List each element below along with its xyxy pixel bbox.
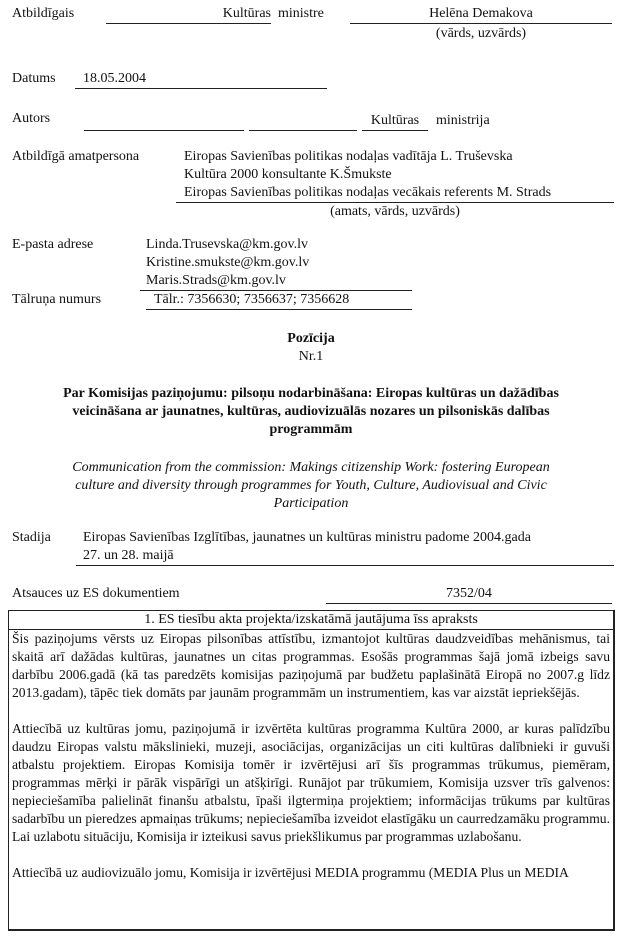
stage-line: Eiropas Savienības Izglītības, jaunatnes un kultūras ministru padome 2004.gada xyxy=(83,530,531,545)
section-1-body xyxy=(9,630,613,882)
subject-en: Participation xyxy=(273,496,349,511)
responsible-role: ministre xyxy=(278,6,324,21)
paragraph: Šis paziņojums vērsts uz Eiropas pilsonības attīstību, izmantojot kultūras daudzveidības mehānismus, tai skaitā arī dažādas kultūras, jaunatnes un citas programmas. Esošās programmas šajā jomā izbeigs savu darbību 2006.gadā (kā tas paredzēts komisijas paziņojumā par budžetu paplašinātā Eiropā no 2007.g līdz 2013.gadam), tāpēc tiek domāts par jaunām programmām un instrumentiem, kas var aizstāt iepriekšējās. xyxy=(12,631,610,700)
stage-label: Stadija xyxy=(12,530,51,545)
date-value: 18.05.2004 xyxy=(75,70,327,89)
author-suffix: ministrija xyxy=(436,113,490,128)
responsible-name: Helēna Demakova xyxy=(350,5,612,24)
phone-value: Tālr.: 7356630; 7356637; 7356628 xyxy=(146,291,412,310)
stage-line: 27. un 28. maijā xyxy=(76,547,614,566)
subject-lv: programmām xyxy=(269,422,353,437)
subject-en: Communication from the commission: Makings citizenship Work: fostering European xyxy=(72,460,550,475)
official-line: Eiropas Savienības politikas nodaļas vadītāja L. Truševska xyxy=(184,149,513,164)
author-blank-2 xyxy=(249,110,357,131)
email-value[interactable]: Kristine.smukste@km.gov.lv xyxy=(146,255,310,270)
references-value: 7352/04 xyxy=(326,585,612,604)
paragraph: Attiecībā uz audiovizuālo jomu, Komisija ir izvērtējusi MEDIA programmu (MEDIA Plus un MEDIA xyxy=(12,865,569,880)
responsible-institution: Kultūras xyxy=(106,5,271,24)
officials-label: Atbildīgā amatpersona xyxy=(12,149,140,164)
officials-caption: (amats, vārds, uzvārds) xyxy=(330,204,460,219)
paragraph: Attiecībā uz kultūras jomu, paziņojumā ir izvērtēta kultūras programma Kultūra 2000, ar kuras palīdzību daudzu Eiropas valstu mākslinieki, muzeji, asociācijas, organizācijas un citi kultūras dalībnieki ir guvuši atbalstu projektiem. Eiropas Komisija tomēr ir izvērtējusi arī šīs programmas trūkumus, piemēram, programmas mērķi ir pārāk vispārīgi un atšķirīgi. Runājot par trūkumiem, Komisija uzsver trīs galvenos: nepieciešamība palielināt finanšu atbalstu, īpaši ilgtermiņa projektiem; informācijas trūkums par kultūras sadarbību un pieredzes apmaiņas trūkums; nepieciešamība izveidot elastīgāku un caurredzamāku programmu. Lai uzlabotu situāciju, Komisija ir izteikusi savus priekšlikumus par programmas uzlabošanu. xyxy=(12,721,610,844)
email-label: E-pasta adrese xyxy=(12,237,94,252)
email-value[interactable]: Maris.Strads@km.gov.lv xyxy=(140,272,412,291)
responsible-label: Atbildīgais xyxy=(12,6,75,21)
section-1-heading: 1. ES tiesību akta projekta/izskatāmā jautājuma īss apraksts xyxy=(9,611,613,630)
author-label: Autors xyxy=(12,111,51,126)
author-institution: Kultūras xyxy=(362,112,428,131)
position-number: Nr.1 xyxy=(298,349,324,364)
phone-label: Tālruņa numurs xyxy=(12,292,102,307)
subject-lv: veicināšana ar jaunatnes, kultūras, audiovizuālās nozares un pilsoniskās dalības xyxy=(72,404,550,419)
date-label: Datums xyxy=(12,71,56,86)
name-caption: (vārds, uzvārds) xyxy=(435,26,527,41)
section-1-box xyxy=(8,610,615,931)
author-blank-1 xyxy=(84,110,244,131)
email-value[interactable]: Linda.Trusevska@km.gov.lv xyxy=(146,237,308,252)
official-line: Kultūra 2000 konsultante K.Šmukste xyxy=(184,167,392,182)
references-label: Atsauces uz ES dokumentiem xyxy=(12,586,180,601)
official-line: Eiropas Savienības politikas nodaļas vecākais referents M. Strads xyxy=(176,184,614,203)
subject-lv: Par Komisijas paziņojumu: pilsoņu nodarbināšana: Eiropas kultūras un dažādības xyxy=(63,386,559,401)
position-title: Pozīcija xyxy=(287,331,335,346)
subject-en: culture and diversity through programmes for Youth, Culture, Audiovisual and Civic xyxy=(75,478,547,493)
